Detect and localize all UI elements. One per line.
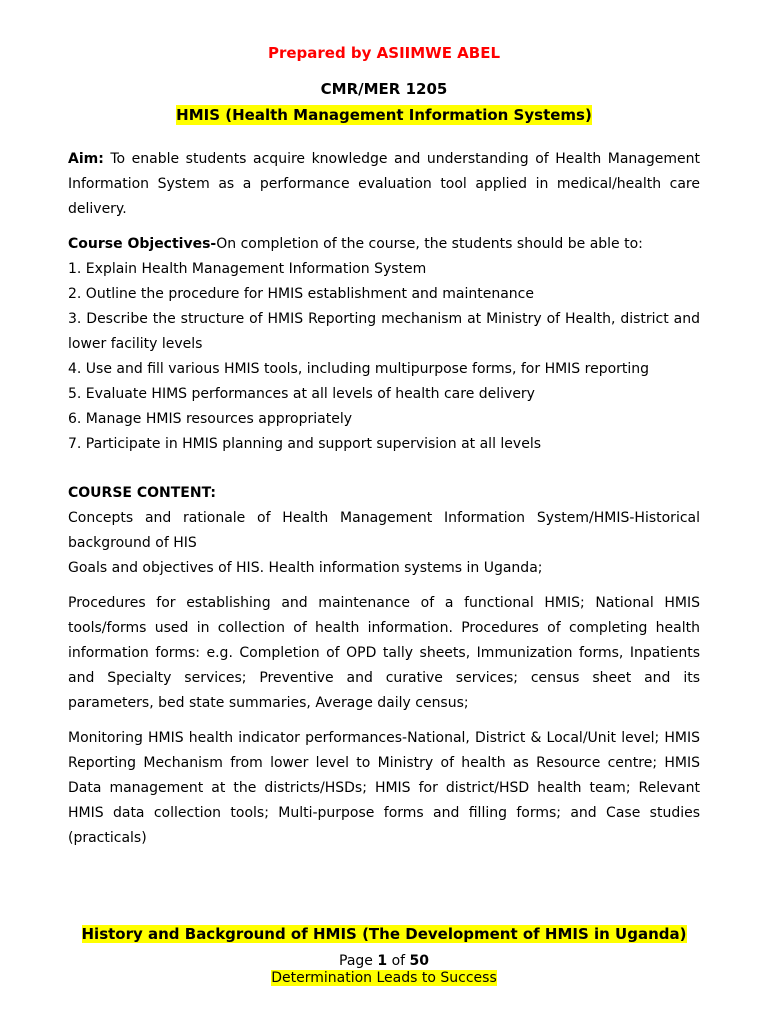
objective-item: 5. Evaluate HIMS performances at all levels of health care delivery — [68, 386, 535, 402]
course-title-wrap — [0, 106, 768, 124]
objective-item: 7. Participate in HMIS planning and support supervision at all levels — [68, 436, 541, 452]
prepared-by: Prepared by ASIIMWE ABEL — [267, 44, 501, 62]
content-heading: COURSE CONTENT: — [68, 485, 216, 501]
page-total: 50 — [409, 953, 429, 969]
objective-item: 2. Outline the procedure for HMIS establishment and maintenance — [68, 286, 534, 302]
content-paragraph-3: Procedures for establishing and maintenance of a functional HMIS; National HMIS tools/forms used in collection of health information. Procedures of completing health information forms: e.g. Completion of OPD tally sheets, Immunization forms, Inpatients and Specialty services; Preventive and curative services; census sheet and its parameters, bed state summaries, Average daily census; — [68, 595, 700, 711]
aim-label: Aim: — [68, 151, 104, 167]
page-current: 1 — [377, 953, 388, 969]
course-code: CMR/MER 1205 — [320, 80, 448, 98]
document-body — [68, 147, 700, 851]
footer-section-title-wrap — [0, 925, 768, 943]
content-paragraph-4: Monitoring HMIS health indicator performances-National, District & Local/Unit level; HMIS Reporting Mechanism from lower level to Ministry of health as Resource centre; HMIS Data management at the districts/HSDs; HMIS for district/HSD health team; Relevant HMIS data collection tools; Multi-purpose forms and filling forms; and Case studies (practicals) — [68, 730, 700, 846]
objective-item: 3. Describe the structure of HMIS Reporting mechanism at Ministry of Health, district and lower facility levels — [68, 311, 700, 352]
objective-item: 6. Manage HMIS resources appropriately — [68, 411, 352, 427]
objectives-intro — [68, 232, 700, 257]
course-title: HMIS (Health Management Information Systems) — [176, 106, 592, 124]
page-number: Page 1 of 50 — [339, 953, 429, 969]
content-paragraph-2: Goals and objectives of HIS. Health information systems in Uganda; — [68, 560, 543, 576]
content-paragraph-1: Concepts and rationale of Health Management Information System/HMIS-Historical background of HIS — [68, 510, 700, 551]
aim-paragraph — [68, 147, 700, 222]
aim-text: To enable students acquire knowledge and understanding of Health Management Information System as a performance evaluation tool applied in medical/health care delivery. — [68, 151, 700, 217]
objectives-label: Course Objectives- — [68, 236, 217, 252]
objective-item: 4. Use and fill various HMIS tools, including multipurpose forms, for HMIS reporting — [68, 361, 650, 377]
objectives-intro-text: On completion of the course, the students should be able to: — [216, 236, 643, 252]
objective-item: 1. Explain Health Management Information System — [68, 261, 427, 277]
footer-section-title: History and Background of HMIS (The Development of HMIS in Uganda) — [81, 925, 687, 943]
footer-motto: Determination Leads to Success — [271, 970, 497, 986]
footer-motto-wrap — [0, 970, 768, 986]
